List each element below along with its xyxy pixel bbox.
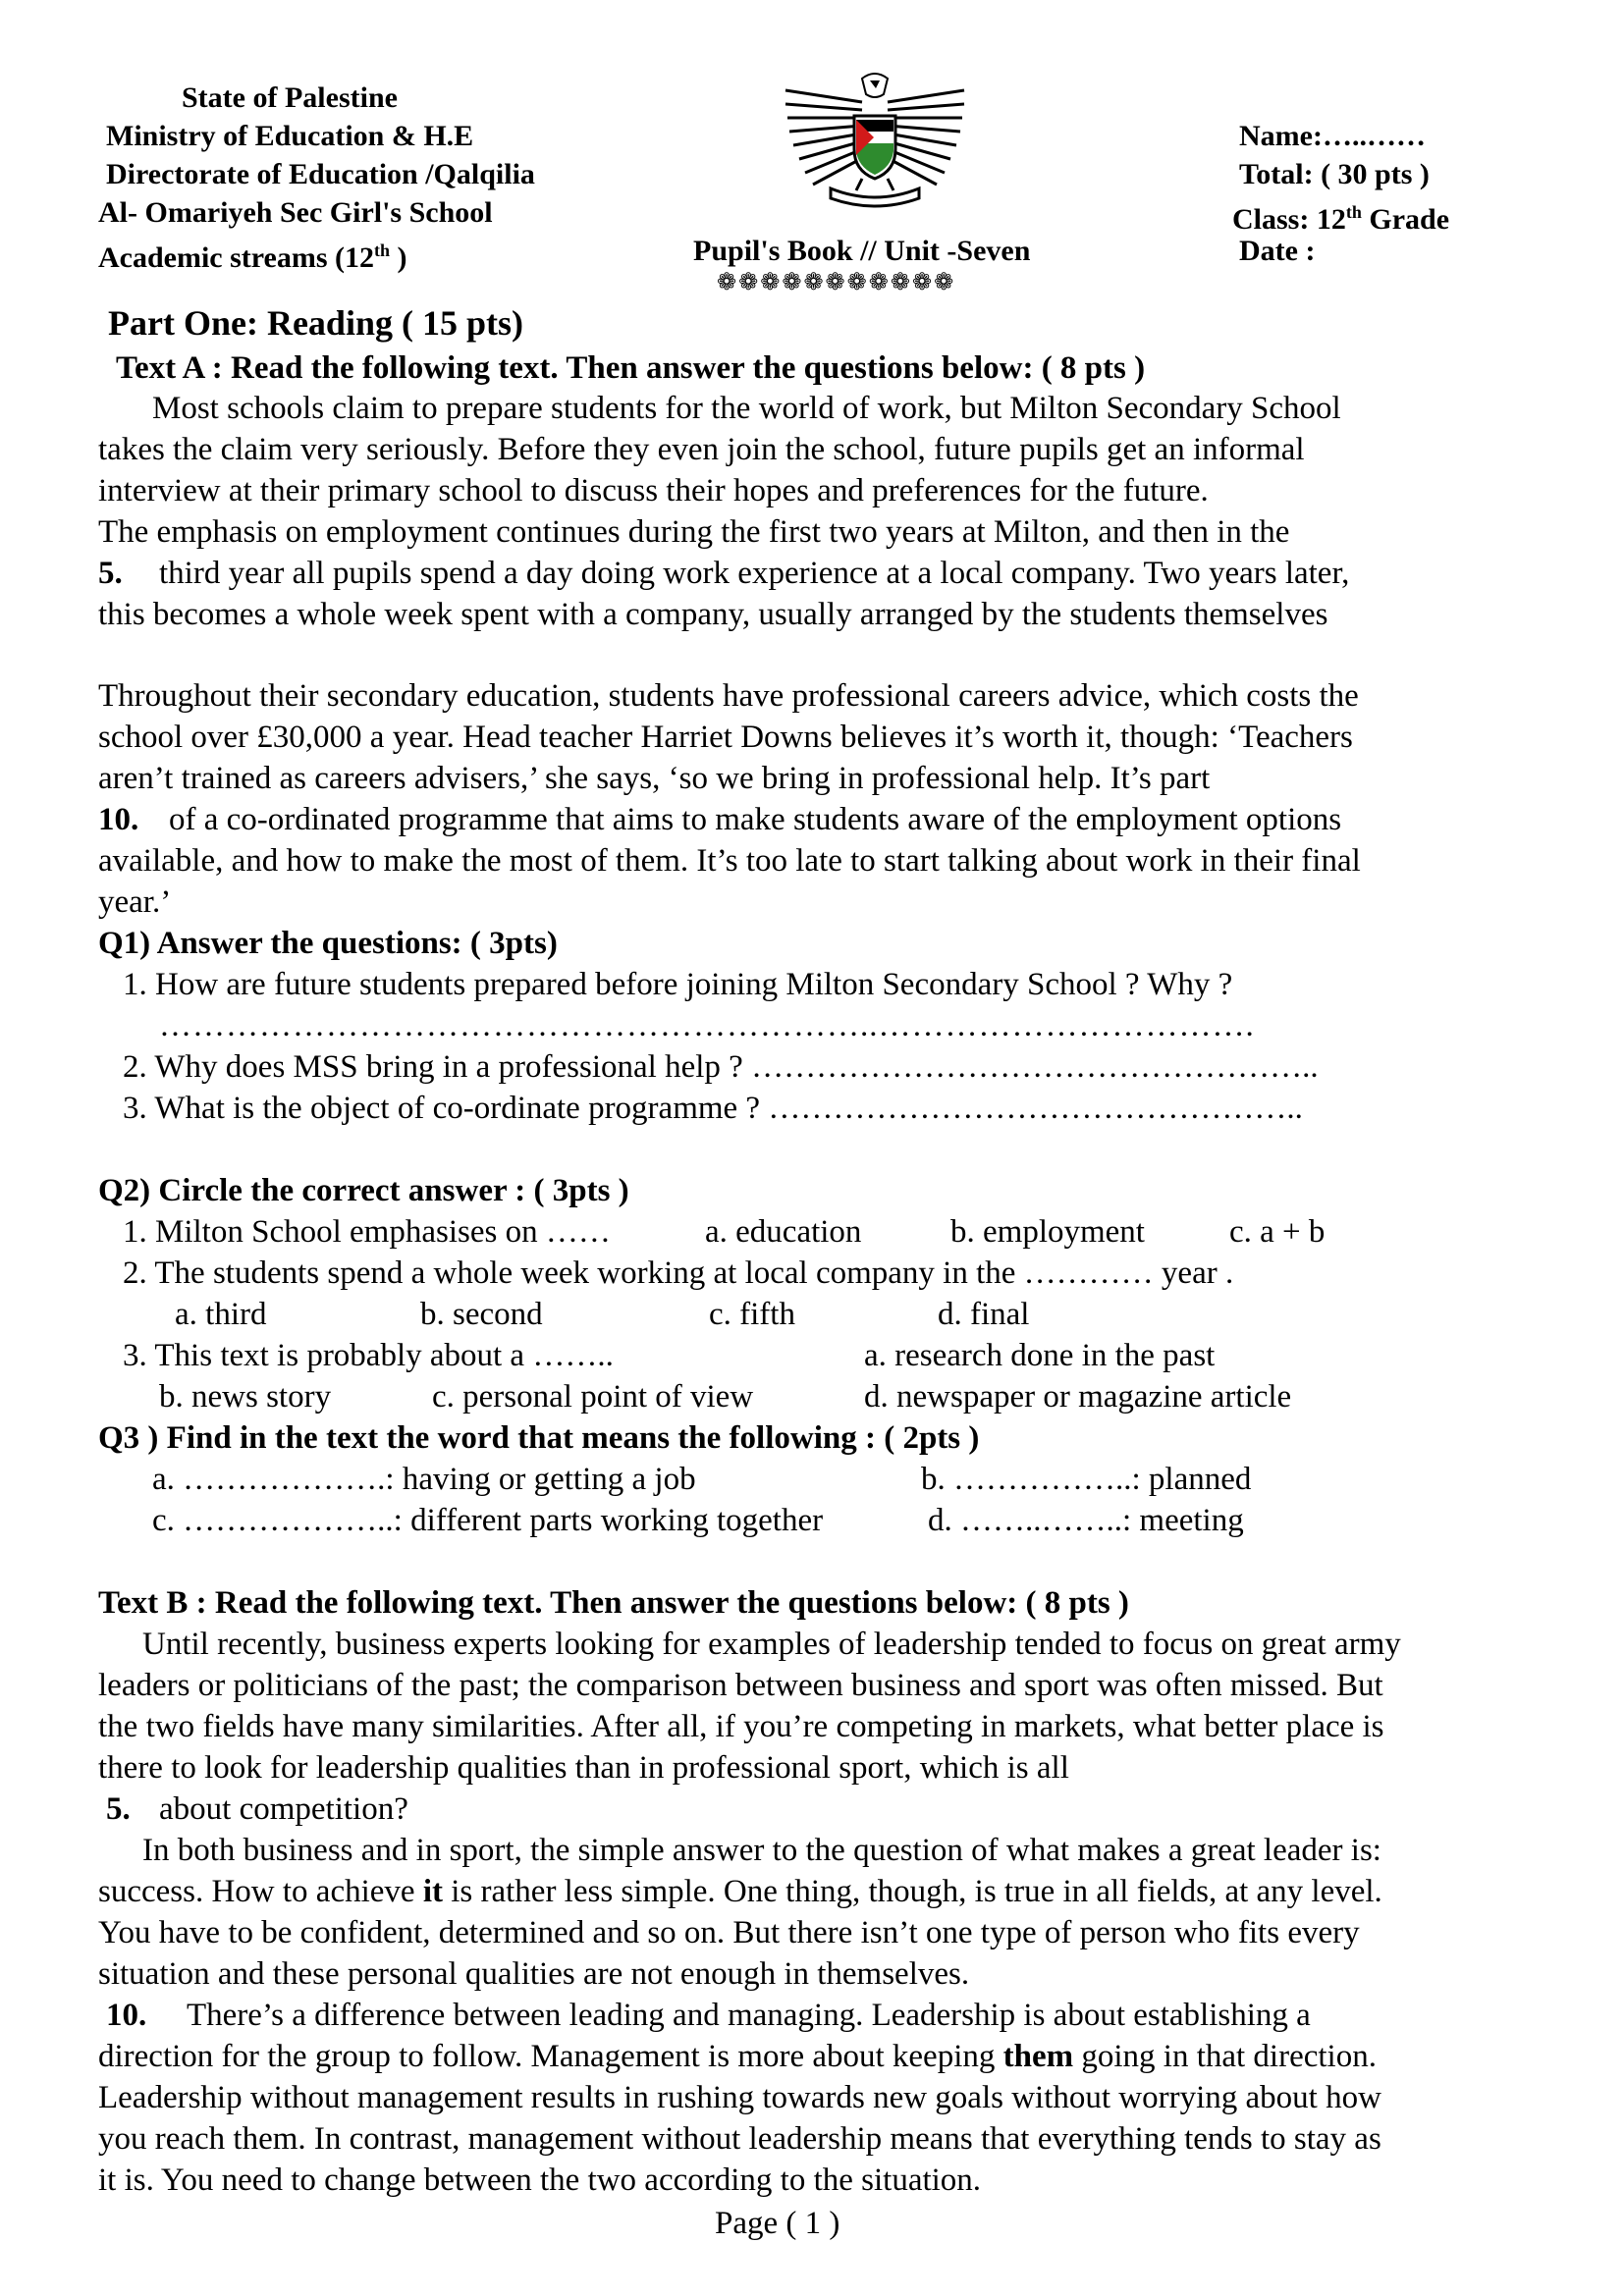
text-b-line: the two fields have many similarities. After all, if you’re competing in markets, what better place is [98, 1709, 1384, 1744]
q2-stem: 1. Milton School emphasises on …… [123, 1214, 611, 1250]
q3-item[interactable]: d. ……..……..: meeting [928, 1503, 1244, 1538]
header-book: Pupil's Book // Unit -Seven [693, 235, 1031, 267]
q1-item[interactable]: 2. Why does MSS bring in a professional help ? …………………………………………….. [123, 1049, 1319, 1085]
q1-item[interactable]: 3. What is the object of co-ordinate programme ? ………………………………………….. [123, 1091, 1303, 1126]
text-b-line: it is. You need to change between the two according to the situation. [98, 2163, 982, 2198]
line-number-5: 5. [106, 1791, 131, 1827]
text-b-line: You have to be confident, determined and so on. But there isn’t one type of person who fits every [98, 1915, 1360, 1950]
header-streams: Academic streams (12th ) [98, 240, 407, 274]
q1-item: 1. How are future students prepared before joining Milton Secondary School ? Why ? [123, 967, 1233, 1002]
text-b-line: there to look for leadership qualities than in professional sport, which is all [98, 1750, 1069, 1786]
q2-option[interactable]: b. news story [159, 1379, 332, 1415]
q2-option[interactable]: a. research done in the past [864, 1338, 1216, 1373]
q2-option[interactable]: d. newspaper or magazine article [864, 1379, 1292, 1415]
header-total: Total: ( 30 pts ) [1239, 158, 1430, 190]
text-b-line: leaders or politicians of the past; the comparison between business and sport was often missed. But [98, 1668, 1383, 1703]
text-a-line: aren’t trained as careers advisers,’ she says, ‘so we bring in professional help. It’s part [98, 761, 1211, 796]
header-class: Class: 12th Grade [1232, 202, 1450, 236]
text-a-line: third year all pupils spend a day doing work experience at a local company. Two years later, [159, 556, 1350, 591]
q2-stem: 3. This text is probably about a …….. [123, 1338, 614, 1373]
text-a-line: interview at their primary school to discuss their hopes and preferences for the future. [98, 473, 1209, 508]
page-number: Page ( 1 ) [715, 2206, 840, 2241]
q2-option[interactable]: b. second [420, 1297, 543, 1332]
line-number-10: 10. [98, 802, 139, 837]
line-number-5: 5. [98, 556, 123, 591]
text-a-line: year.’ [98, 884, 172, 920]
line-number-10: 10. [106, 1998, 147, 2033]
text-b-line: direction for the group to follow. Management is more about keeping them going in that direction. [98, 2039, 1377, 2074]
header-ornament: ❁❁❁❁❁❁❁❁❁❁❁ [717, 270, 956, 295]
text-b-line: success. How to achieve it is rather less simple. One thing, though, is true in all fields, at any level. [98, 1874, 1382, 1909]
text-b-line: situation and these personal qualities are not enough in themselves. [98, 1956, 970, 1992]
header-ministry: Ministry of Education & H.E [106, 120, 474, 152]
text-b-heading: Text B : Read the following text. Then answer the questions below: ( 8 pts ) [98, 1585, 1129, 1621]
text-a-line: of a co-ordinated programme that aims to make students aware of the employment options [169, 802, 1342, 837]
q2-option[interactable]: b. employment [950, 1214, 1145, 1250]
q3-item[interactable]: a. ……………….: having or getting a job [152, 1462, 696, 1497]
text-b-line: Until recently, business experts looking for examples of leadership tended to focus on great army [142, 1627, 1401, 1662]
text-a-line: school over £30,000 a year. Head teacher Harriet Downs believes it’s worth it, though: ‘Teachers [98, 720, 1353, 755]
q2-option[interactable]: c. a + b [1229, 1214, 1326, 1250]
text-a-line: available, and how to make the most of them. It’s too late to start talking about work in their final [98, 843, 1361, 879]
text-b-line: There’s a difference between leading and managing. Leadership is about establishing a [187, 1998, 1311, 2033]
header-name: Name:…..…… [1239, 120, 1426, 152]
q2-option[interactable]: c. personal point of view [432, 1379, 754, 1415]
text-b-line: In both business and in sport, the simple answer to the question of what makes a great leader is: [142, 1833, 1381, 1868]
text-b-line: about competition? [159, 1791, 408, 1827]
q2-heading: Q2) Circle the correct answer : ( 3pts ) [98, 1173, 629, 1208]
q3-item[interactable]: c. ………………..: different parts working together [152, 1503, 824, 1538]
header-school: Al- Omariyeh Sec Girl's School [98, 196, 493, 229]
text-a-line: this becomes a whole week spent with a company, usually arranged by the students themselves [98, 597, 1328, 632]
text-b-line: Leadership without management results in rushing towards new goals without worrying about how [98, 2080, 1381, 2115]
q1-answer-line[interactable]: ………………………………………………………..……………………………. [159, 1008, 1255, 1043]
part-one-title: Part One: Reading ( 15 pts) [108, 303, 523, 343]
text-a-line: The emphasis on employment continues during the first two years at Milton, and then in the [98, 514, 1290, 550]
text-a-line: takes the claim very seriously. Before they even join the school, future pupils get an informal [98, 432, 1305, 467]
q2-option[interactable]: a. third [175, 1297, 267, 1332]
text-a-line: Throughout their secondary education, students have professional careers advice, which costs the [98, 678, 1359, 714]
palestine-emblem-icon [772, 69, 978, 216]
q2-option[interactable]: c. fifth [709, 1297, 795, 1332]
q3-item[interactable]: b. ……………..: planned [921, 1462, 1252, 1497]
q3-heading: Q3 ) Find in the text the word that means the following : ( 2pts ) [98, 1420, 980, 1456]
text-b-line: you reach them. In contrast, management without leadership means that everything tends to stay as [98, 2121, 1381, 2157]
q2-option[interactable]: d. final [938, 1297, 1030, 1332]
header-date: Date : [1239, 235, 1316, 267]
header-directorate: Directorate of Education /Qalqilia [106, 158, 535, 190]
q2-option[interactable]: a. education [705, 1214, 862, 1250]
text-a-line: Most schools claim to prepare students for the world of work, but Milton Secondary School [152, 391, 1341, 426]
header-state: State of Palestine [182, 81, 398, 114]
text-a-heading: Text A : Read the following text. Then answer the questions below: ( 8 pts ) [116, 350, 1146, 386]
q1-heading: Q1) Answer the questions: ( 3pts) [98, 926, 558, 961]
q2-stem: 2. The students spend a whole week working at local company in the ………… year . [123, 1255, 1234, 1291]
